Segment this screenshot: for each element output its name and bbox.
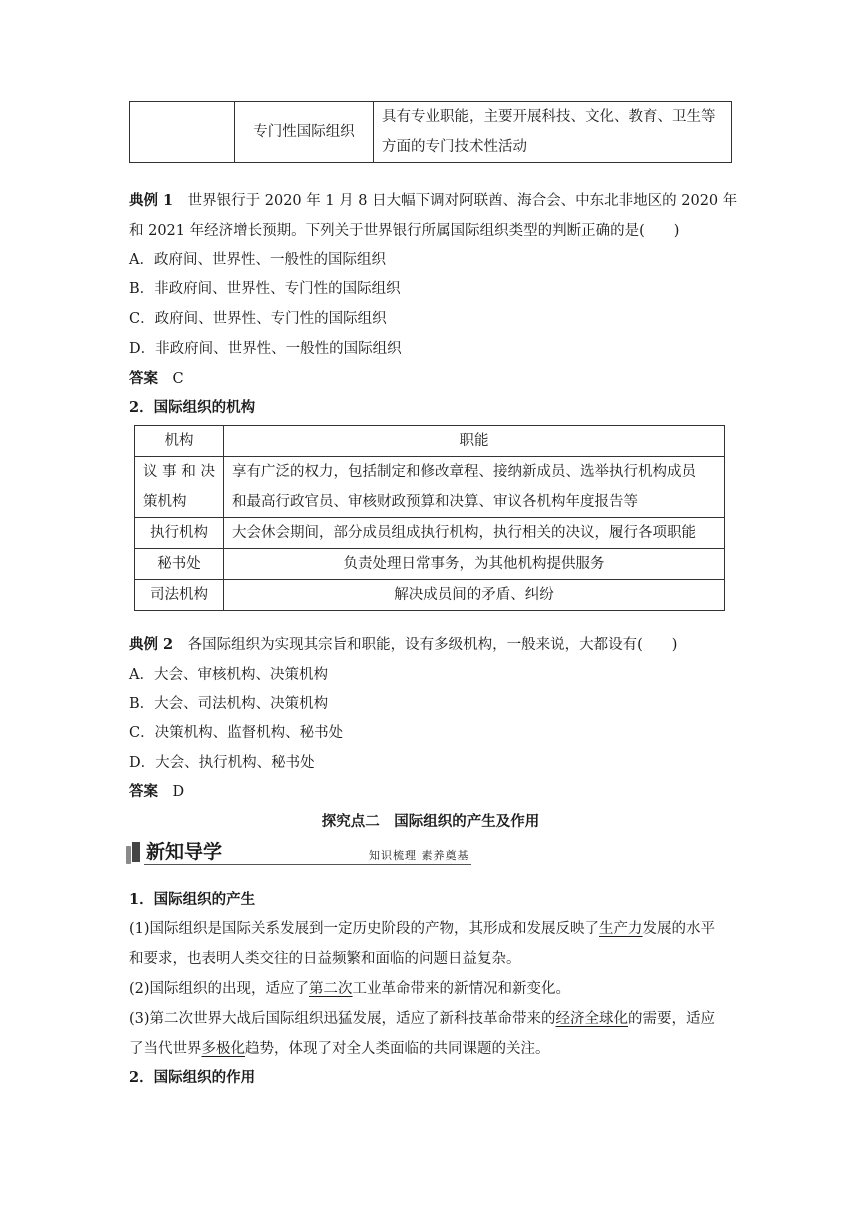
text-run: (2)国际组织的出现，适应了 [129, 981, 310, 997]
answer [129, 781, 184, 803]
table-cell: 执行机构 [135, 518, 224, 549]
table-header: 职能 [224, 426, 725, 457]
text-run: (1)国际组织是国际关系发展到一定历史阶段的产物，其形成和发展反映了 [129, 921, 600, 937]
example-label: 典例 1 [129, 192, 174, 209]
cell-line: 和最高行政官员、审核财政预算和决算、审议各机构年度报告等 [232, 494, 638, 510]
banner-underline [144, 864, 471, 865]
table-cell: 负责处理日常事务，为其他机构提供服务 [224, 549, 725, 580]
banner-marker-icon [126, 846, 131, 864]
table-row [135, 549, 725, 580]
section-title: 1．国际组织的产生 [129, 891, 256, 908]
table-row [135, 518, 725, 549]
option-b: B．非政府间、世界性、专门性的国际组织 [129, 281, 401, 297]
section-title: 2．国际组织的作用 [129, 1069, 256, 1086]
paragraph [129, 1008, 715, 1030]
paragraph [129, 918, 715, 940]
table-row [135, 457, 725, 518]
table-header: 机构 [135, 426, 224, 457]
section-title: 2．国际组织的机构 [129, 399, 256, 416]
text-run: 趋势，体现了对全人类面临的共同课题的关注。 [245, 1041, 550, 1057]
text-run: 的需要，适应 [628, 1011, 716, 1027]
cell-line: 方面的专门技术性活动 [382, 139, 527, 155]
table-cell: 司法机构 [135, 580, 224, 611]
banner-title: 新知导学 [146, 841, 223, 863]
example-label: 典例 2 [129, 636, 174, 653]
type-table [129, 101, 732, 163]
banner-bar-icon [132, 842, 140, 862]
banner-subtitle: 知识梳理 素养奠基 [369, 849, 470, 862]
answer-label: 答案 [129, 783, 158, 800]
table-cell [374, 102, 732, 163]
table-row [130, 102, 732, 163]
structure-table [134, 425, 725, 611]
section-banner [126, 840, 471, 866]
blank-answer: 生产力 [599, 921, 643, 937]
answer [129, 368, 184, 390]
text-run: 了当代世界 [129, 1041, 202, 1057]
paragraph-cont: 和要求，也表明人类交往的日益频繁和面临的问题日益复杂。 [129, 951, 521, 967]
option-a: A．政府间、世界性、一般性的国际组织 [129, 252, 386, 268]
table-row [135, 580, 725, 611]
blank-answer: 第二次 [309, 981, 353, 997]
cell-line: 享有广泛的权力，包括制定和修改章程、接纳新成员、选举执行机构成员 [232, 464, 696, 480]
table-header-row [135, 426, 725, 457]
question-text: 各国际组织为实现其宗旨和职能，设有多级机构，一般来说，大都设有( ) [187, 637, 678, 653]
table-cell: 解决成员间的矛盾、纠纷 [224, 580, 725, 611]
table-cell: 秘书处 [135, 549, 224, 580]
option-c: C．政府间、世界性、专门性的国际组织 [129, 311, 387, 327]
table-cell [224, 457, 725, 518]
table-cell: 专门性国际组织 [235, 102, 374, 163]
example2-question [129, 634, 677, 656]
example1-question [129, 190, 737, 212]
text-run: 工业革命带来的新情况和新变化。 [352, 981, 571, 997]
blank-answer: 经济全球化 [555, 1011, 629, 1027]
paragraph [129, 978, 570, 1000]
answer-value: D [172, 784, 185, 800]
blank-answer: 多极化 [201, 1041, 245, 1057]
option-d: D．大会、执行机构、秘书处 [129, 755, 315, 771]
text-run: 发展的水平 [642, 921, 716, 937]
paragraph-cont [129, 1038, 550, 1060]
answer-value: C [172, 371, 184, 387]
table-cell [130, 102, 235, 163]
option-a: A．大会、审核机构、决策机构 [129, 667, 328, 683]
text-run: (3)第二次世界大战后国际组织迅猛发展，适应了新科技革命带来的 [129, 1011, 556, 1027]
table-cell: 大会休会期间，部分成员组成执行机构，执行相关的决议，履行各项职能 [224, 518, 725, 549]
example1-question-cont: 和 2021 年经济增长预期。下列关于世界银行所属国际组织类型的判断正确的是( ) [129, 223, 680, 239]
table-cell [135, 457, 224, 518]
cell-line: 策机构 [143, 494, 187, 510]
answer-label: 答案 [129, 370, 158, 387]
option-b: B．大会、司法机构、决策机构 [129, 696, 329, 712]
question-text: 世界银行于 2020 年 1 月 8 日大幅下调对阿联酋、海合会、中东北非地区的 2020 年 [187, 193, 738, 209]
cell-line: 具有专业职能，主要开展科技、文化、教育、卫生等 [382, 109, 716, 125]
option-c: C．决策机构、监督机构、秘书处 [129, 725, 344, 741]
explore-title: 探究点二 国际组织的产生及作用 [321, 813, 540, 830]
option-d: D．非政府间、世界性、一般性的国际组织 [129, 341, 402, 357]
cell-line: 议 事 和 决 [143, 464, 215, 480]
